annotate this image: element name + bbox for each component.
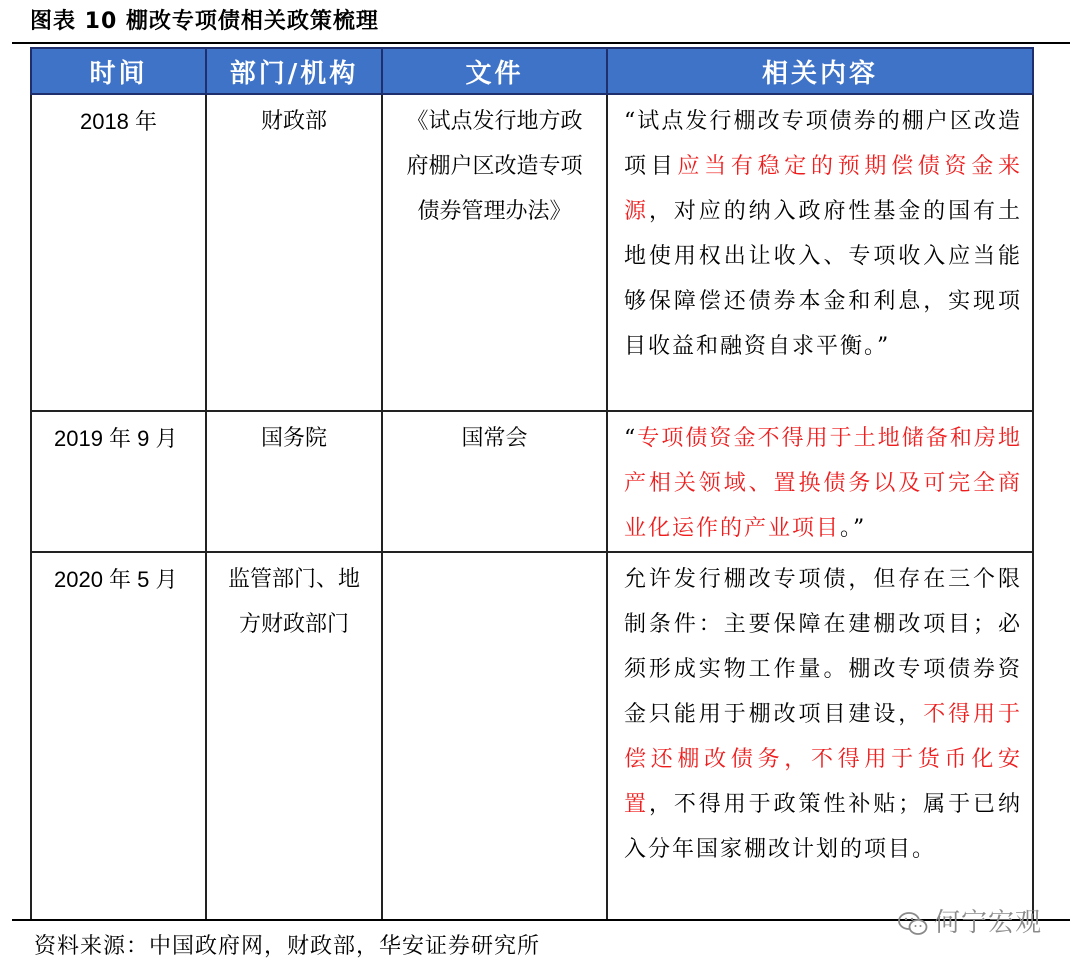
wechat-icon <box>898 911 928 937</box>
cell-file <box>382 552 607 920</box>
source-note: 资料来源：中国政府网，财政部，华安证券研究所 <box>34 934 541 959</box>
cell-time: 2019 年 9 月 <box>31 411 206 552</box>
table-row <box>31 552 1033 920</box>
table-row <box>31 94 1033 411</box>
cell-dept: 国务院 <box>206 411 382 552</box>
cell-dept: 监管部门、地方财政部门 <box>206 552 382 920</box>
table-header-row <box>31 48 1033 94</box>
cell-dept: 财政部 <box>206 94 382 411</box>
title-rule <box>12 42 1070 44</box>
header-dept: 部门/机构 <box>206 48 382 94</box>
watermark-text: 何宁宏观 <box>934 908 1043 938</box>
policy-table <box>30 47 1034 921</box>
cell-file: 《试点发行地方政府棚户区改造专项债券管理办法》 <box>382 94 607 411</box>
figure-title: 图表 10 棚改专项债相关政策梳理 <box>30 9 379 34</box>
table-row <box>31 411 1033 552</box>
watermark <box>898 902 1042 939</box>
cell-content: “专项债资金不得用于土地储备和房地产相关领域、置换债务以及可完全商业化运作的产业项目。” <box>607 411 1033 552</box>
cell-time: 2018 年 <box>31 94 206 411</box>
cell-content: “试点发行棚改专项债券的棚户区改造项目应当有稳定的预期偿债资金来源，对应的纳入政府性基金的国有土地使用权出让收入、专项收入应当能够保障偿还债券本金和利息，实现项目收益和融资自求平衡。” <box>607 94 1033 411</box>
cell-content: 允许发行棚改专项债，但存在三个限制条件：主要保障在建棚改项目；必须形成实物工作量。棚改专项债券资金只能用于棚改项目建设，不得用于偿还棚改债务，不得用于货币化安置，不得用于政策性补贴；属于已纳入分年国家棚改计划的项目。 <box>607 552 1033 920</box>
header-content: 相关内容 <box>607 48 1033 94</box>
cell-file: 国常会 <box>382 411 607 552</box>
cell-time: 2020 年 5 月 <box>31 552 206 920</box>
header-time: 时间 <box>31 48 206 94</box>
header-file: 文件 <box>382 48 607 94</box>
